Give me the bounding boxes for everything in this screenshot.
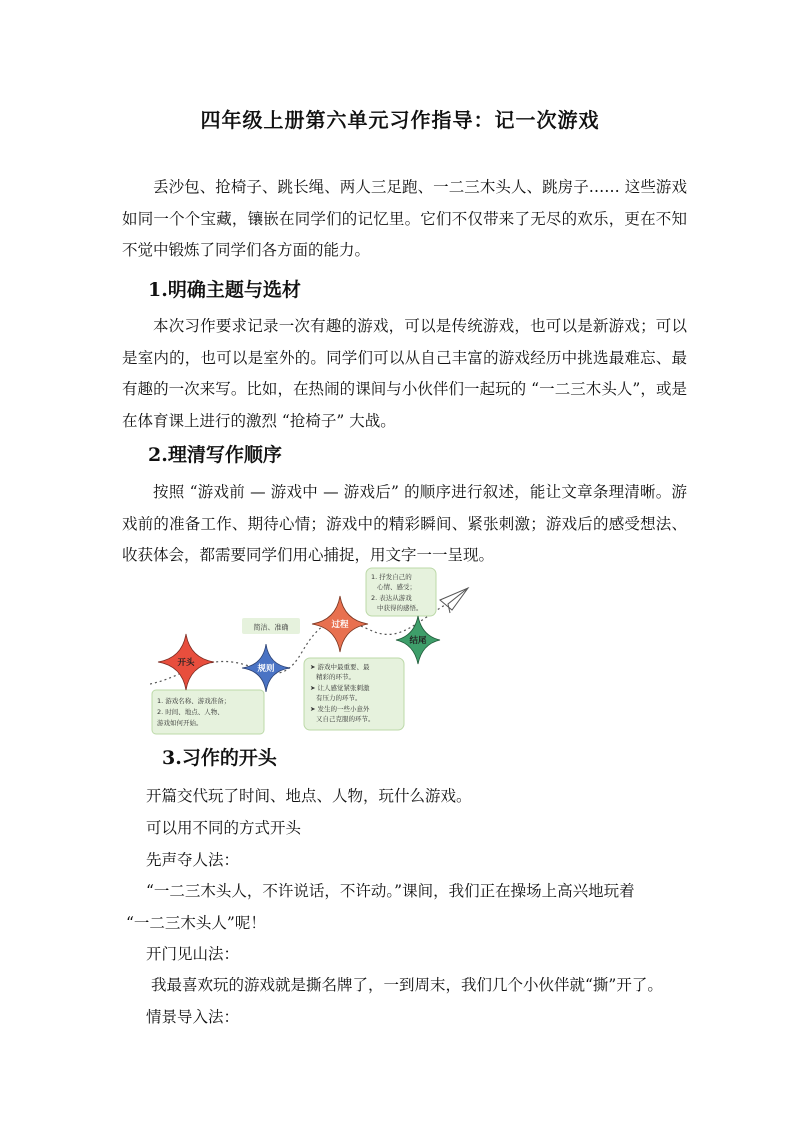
section-3-line-7: 我最喜欢玩的游戏就是撕名牌了，一到周末，我们几个小伙伴就“撕”开了。 — [151, 976, 663, 994]
star-jiewei — [396, 616, 440, 664]
section-1-heading: 1.明确主题与选材 — [148, 279, 301, 301]
star-guocheng — [312, 596, 368, 652]
box-left-line-3: 游戏如何开始。 — [157, 719, 203, 727]
section-3-line-2: 可以用不同的方式开头 — [146, 819, 302, 837]
star-kaitou — [158, 634, 214, 690]
star-guize — [242, 644, 290, 692]
box-middle-line-1: ➤ 游戏中最重要、最 — [310, 663, 370, 671]
star-guocheng-label: 过程 — [331, 620, 349, 630]
box-left-line-2: 2. 时间、地点、人物、 — [157, 708, 224, 716]
star-jiewei-label: 结尾 — [409, 636, 427, 646]
box-middle-line-5: ➤ 发生的一些小意外 — [310, 705, 370, 713]
box-right-line-2: 心情、感受； — [377, 583, 416, 591]
structure-diagram — [150, 566, 470, 736]
section-3-line-4: “一二三木头人，不许说话，不许动。”课间，我们正在操场上高兴地玩着 — [146, 882, 635, 900]
section-3-line-8: 情景导入法： — [146, 1008, 240, 1026]
box-right-line-3: 2. 表达从游戏 — [371, 594, 412, 602]
box-middle-line-2: 精彩的环节。 — [316, 673, 355, 681]
star-kaitou-label: 开头 — [177, 658, 195, 668]
section-3-line-3: 先声夺人法： — [146, 851, 240, 869]
intro-paragraph: 丢沙包、抢椅子、跳长绳、两人三足跑、一二三木头人、跳房子…… 这些游戏如同一个个宝藏，镶嵌在同学们的记忆里。它们不仅带来了无尽的欢乐，更在不知不觉中锻炼了同学们各方面的能力。 — [122, 178, 687, 259]
page-title: 四年级上册第六单元习作指导：记一次游戏 — [200, 108, 600, 132]
box-middle-line-4: 有压力的环节。 — [316, 694, 362, 702]
box-middle-line-3: ➤ 让人感觉紧张刺激 — [310, 684, 370, 692]
box-right-line-1: 1. 抒发自己的 — [371, 573, 412, 581]
section-2-body: 按照 “游戏前 — 游戏中 — 游戏后” 的顺序进行叙述，能让文章条理清晰。游戏前的准备工作、期待心情；游戏中的精彩瞬间、紧张刺激；游戏后的感受想法、收获体会，都需要同学们用心捕捉，用文字一一呈现。 — [122, 483, 687, 564]
paper-plane-icon — [440, 588, 468, 613]
box-middle-line-6: 又自己克服的环节。 — [316, 715, 375, 723]
note-top-text: 简洁、准确 — [253, 623, 289, 632]
box-right-line-4: 中获得的感悟。 — [377, 604, 423, 612]
section-3-line-6: 开门见山法： — [146, 945, 240, 963]
section-3-heading: 3.习作的开头 — [162, 747, 277, 769]
star-guize-label: 规则 — [257, 664, 275, 674]
section-3-line-1: 开篇交代玩了时间、地点、人物，玩什么游戏。 — [146, 787, 472, 805]
section-2-heading: 2.理清写作顺序 — [148, 444, 282, 466]
section-3-line-5: “一二三木头人”呢！ — [126, 914, 266, 932]
box-left-line-1: 1. 游戏名称、游戏准备； — [157, 697, 231, 705]
section-1-body: 本次习作要求记录一次有趣的游戏，可以是传统游戏，也可以是新游戏；可以是室内的，也可以是室外的。同学们可以从自己丰富的游戏经历中挑选最难忘、最有趣的一次来写。比如，在热闹的课间与小伙伴们一起玩的 “一二三木头人”，或是在体育课上进行的激烈 “抢椅子” 大战。 — [122, 317, 687, 430]
